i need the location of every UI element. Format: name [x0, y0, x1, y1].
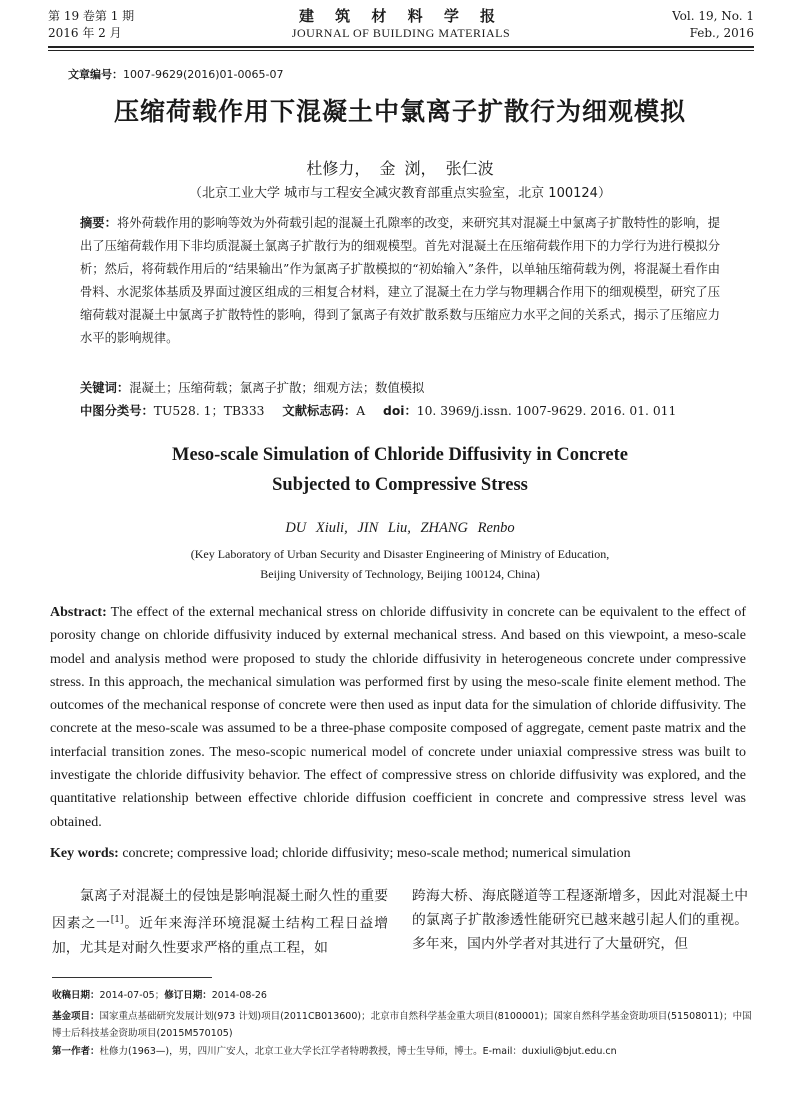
received-date: 2014-07-05； [99, 990, 165, 1001]
body-left-text-a: 氯离子对混凝土的侵蚀是影响混凝土耐久性的重要因素之一 [52, 888, 388, 932]
doc-value: A [356, 404, 366, 418]
title-en [0, 440, 800, 500]
affiliation-cn: （北京工业大学 城市与工程安全减灾教育部重点实验室，北京 100124） [189, 186, 611, 201]
abstract-cn [80, 212, 720, 350]
footnote-rule [52, 977, 212, 978]
affiliation-en-line2: Beijing University of Technology, Beijing 100124, China) [260, 567, 540, 581]
document-code [282, 404, 365, 418]
volume-en: Vol. 19, No. 1 [672, 9, 754, 23]
doc-label: 文献标志码： [282, 404, 357, 418]
title-en-line2: Subjected to Compressive Stress [272, 475, 528, 495]
doi-value: 10. 3969/j.issn. 1007-9629. 2016. 01. 011 [416, 404, 677, 418]
header-center [48, 8, 754, 42]
keywords-cn-label: 关键词： [80, 381, 130, 395]
abstract-cn-label: 摘要： [80, 216, 117, 230]
first-author-label: 第一作者： [52, 1046, 100, 1057]
keywords-cn [80, 378, 720, 396]
header-right [672, 8, 754, 42]
affiliation-en-line1: (Key Laboratory of Urban Security and Disaster Engineering of Ministry of Education, [190, 547, 610, 561]
revised-label: 修订日期： [164, 990, 212, 1001]
authors-cn: 杜修力， 金 浏， 张仁波 [306, 159, 494, 178]
revised-date: 2014-08-26 [211, 990, 267, 1001]
abstract-en-label: Abstract: [50, 605, 107, 620]
affiliation-en [0, 544, 800, 584]
authors-en: DU Xiuli, JIN Liu, ZHANG Renbo [285, 520, 515, 536]
received-label: 收稿日期： [52, 990, 100, 1001]
citation-1: [1] [110, 915, 124, 925]
article-number-value: 1007-9629(2016)01-0065-07 [123, 68, 284, 81]
header-rule [48, 50, 754, 51]
journal-title-en: JOURNAL OF BUILDING MATERIALS [291, 26, 511, 40]
abstract-en [50, 601, 746, 834]
body-column-right: 跨海大桥、海底隧道等工程逐渐增多，因此对混凝土中的氯离子扩散渗透性能研究已越来越引起人们的重视。多年来，国内外学者对其进行了大量研究，但 [412, 888, 748, 952]
footnote-dates [52, 987, 752, 1004]
abstract-en-text: The effect of the external mechanical stress on chloride diffusivity in concrete can be equivalent to the effect of porosity change on chloride diffusivity induced by external mechanical stress. And based on this viewpoint, a meso-scale model and analysis method were proposed to study the chloride diffusivity in heterogeneous concrete under compressive stress. In this approach, the mechanical simulation was performed first by using the meso-scale finite element method. The outcomes of the mechanical response of concrete were then used as input data for the simulation of chloride diffusivity. The concrete at the meso-scale was assumed to be a three-phase composite composed of aggregate, cement paste matrix and the interfacial transition zones. The meso-scopic numerical model of concrete under uniaxial compressive stress was built to investigate the chloride diffusivity behavior. The effect of compressive stress on chloride diffusivity was explored, and the quantitative relationship between effective chloride diffusion coefficient in concrete and compressive stress level was obtained. [50, 605, 746, 830]
doi [383, 404, 676, 418]
date-cn: 2016 年 2 月 [48, 26, 122, 40]
keywords-en [50, 846, 750, 862]
footnote-funding [52, 1008, 752, 1042]
keywords-en-text: concrete; compressive load; chloride diffusivity; meso-scale method; numerical simulation [122, 846, 631, 861]
date-en: Feb., 2016 [689, 26, 754, 40]
fund-label: 基金项目： [52, 1011, 100, 1022]
article-number [68, 66, 283, 82]
title-cn: 压缩荷载作用下混凝土中氯离子扩散行为细观模拟 [113, 97, 686, 126]
doi-label: doi： [383, 404, 417, 418]
fund-text: 国家重点基础研究发展计划(973 计划)项目(2011CB013600)；北京市自然科学基金重大项目(8100001)；国家自然科学基金资助项目(51508011)；中国博士后科技基金资助项目(2015M570105) [52, 1011, 752, 1039]
keywords-cn-text: 混凝土；压缩荷载；氯离子扩散；细观方法；数值模拟 [129, 381, 425, 395]
footnote-first-author [52, 1043, 752, 1060]
volume-cn: 第 19 卷第 1 期 [48, 9, 135, 23]
page-header [48, 8, 754, 48]
journal-title-cn: 建 筑 材 料 学 报 [298, 7, 504, 25]
title-en-line1: Meso-scale Simulation of Chloride Diffusivity in Concrete [172, 445, 628, 465]
abstract-cn-text: 将外荷载作用的影响等效为外荷载引起的混凝土孔隙率的改变，来研究其对混凝土中氯离子扩散特性的影响，提出了压缩荷载作用下非均质混凝土氯离子扩散行为的细观模型。首先对混凝土在压缩荷载作用下的力学行为进行模拟分析；然后，将荷载作用后的“结果输出”作为氯离子扩散模拟的“初始输入”条件，以单轴压缩荷载为例，将混凝土看作由骨料、水泥浆体基质及界面过渡区组成的三相复合材料，建立了混凝土在力学与物理耦合作用下的细观模型，研究了压缩荷载对混凝土中氯离子扩散特性的影响，得到了氯离子有效扩散系数与压缩应力水平之间的关系式，揭示了压缩应力水平的影响规律。 [80, 216, 720, 345]
keywords-en-label: Key words: [50, 846, 119, 861]
body-column-left [52, 884, 388, 960]
clc-code [80, 404, 264, 418]
first-author-text: 杜修力(1963—)，男，四川广安人，北京工业大学长江学者特聘教授，博士生导师，博士。E-mail：duxiuli@bjut.edu.cn [99, 1046, 617, 1057]
clc-value: TU528. 1；TB333 [153, 404, 265, 418]
article-number-label: 文章编号： [68, 68, 123, 81]
body-left-text-b: 。近年来海洋环境混凝土结构工程日益增加，尤其是对耐久性要求严格的重点工程，如 [52, 915, 389, 956]
classification-line [80, 401, 740, 419]
clc-label: 中图分类号： [80, 404, 154, 418]
